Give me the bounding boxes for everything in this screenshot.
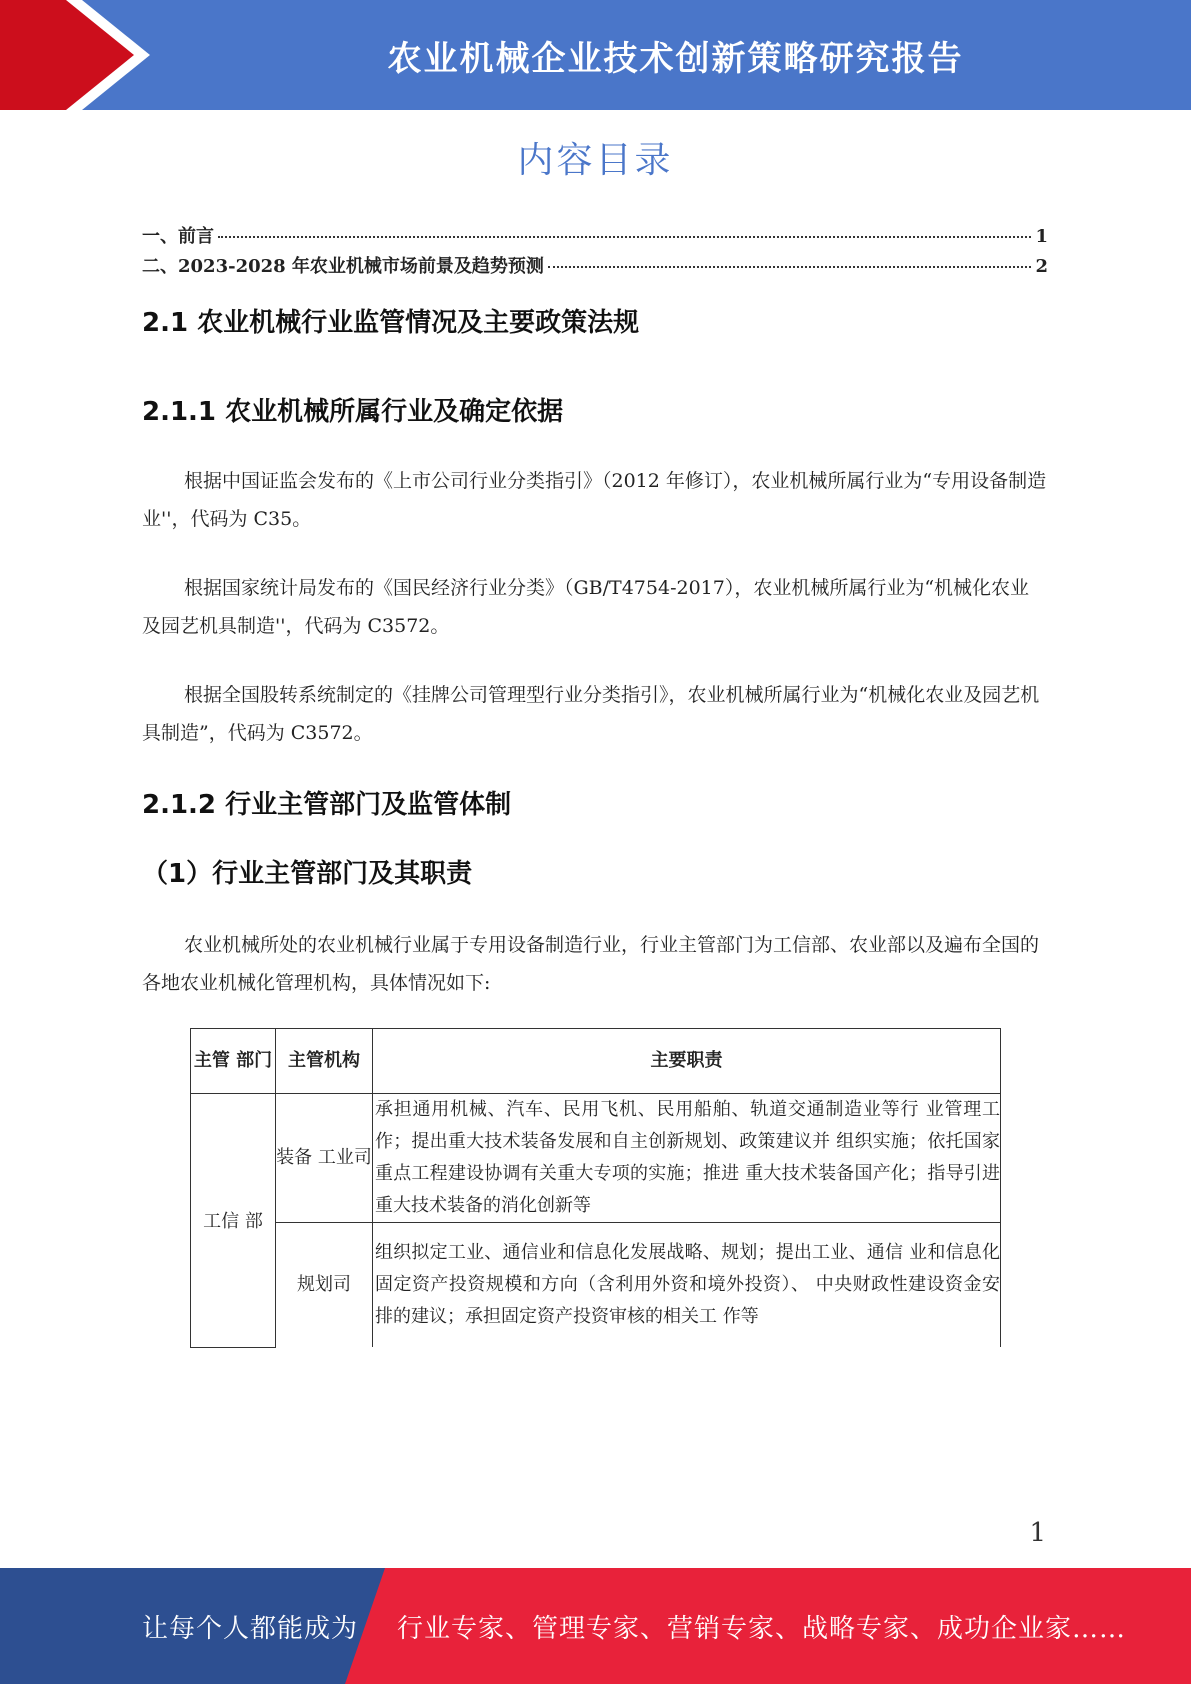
- toc-heading: 内容目录: [517, 140, 674, 181]
- section-heading-2-1: 2.1 农业机械行业监管情况及主要政策法规: [142, 308, 640, 338]
- toc-leader-dots: [548, 266, 1032, 268]
- red-chevron-decoration: [0, 0, 160, 110]
- paragraph-nbs: 根据国家统计局发布的《国民经济行业分类》（GB/T4754-2017），农业机械所属行业为“机械化农业及园艺机具制造''，代码为 C3572。: [142, 577, 1030, 637]
- toc-entry[interactable]: [142, 252, 1048, 282]
- table-cell-org: 规划司: [276, 1223, 373, 1348]
- table-header-dept: 主管 部门: [191, 1029, 276, 1094]
- toc-entry-page: 1: [1035, 226, 1048, 247]
- table-cell-duty: 组织拟定工业、通信业和信息化发展战略、规划；提出工业、通信 业和信息化固定资产投资规模和方向（含利用外资和境外投资）、 中央财政性建设资金安排的建议；承担固定资产投资审核的相关工 作等: [373, 1223, 1001, 1348]
- toc-leader-dots: [218, 236, 1031, 238]
- paragraph-neeq: 根据全国股转系统制定的《挂牌公司管理型行业分类指引》，农业机械所属行业为“机械化农业及园艺机具制造”，代码为 C3572。: [142, 684, 1040, 744]
- table-cell-department: 工信 部: [191, 1094, 276, 1348]
- section-heading-2-1-2: 2.1.2 行业主管部门及监管体制: [142, 790, 512, 820]
- paragraph-authorities: 农业机械所处的农业机械行业属于专用设备制造行业，行业主管部门为工信部、农业部以及遍布全国的各地农业机械化管理机构，具体情况如下:: [142, 934, 1040, 994]
- table-header-org: 主管机构: [276, 1029, 373, 1094]
- toc-entry[interactable]: [142, 222, 1048, 252]
- toc-entry-label: 一、前言: [142, 226, 214, 247]
- table-header-row: [191, 1029, 1001, 1094]
- footer-banner: [0, 1568, 1191, 1684]
- toc-entry-label: 二、2023-2028 年农业机械市场前景及趋势预测: [142, 256, 544, 277]
- table-row: [191, 1094, 1001, 1223]
- footer-slogan-left: 让每个人都能成为: [142, 1613, 359, 1644]
- toc-entry-page: 2: [1035, 256, 1048, 277]
- footer-slogan-right: 行业专家、管理专家、营销专家、战略专家、成功企业家……: [397, 1613, 1127, 1644]
- header-banner: [0, 0, 1191, 110]
- section-heading-1: （1）行业主管部门及其职责: [142, 859, 473, 889]
- page-number: 1: [1029, 1518, 1046, 1548]
- table-cell-org: 装备 工业司: [276, 1094, 373, 1223]
- table-cell-duty: 承担通用机械、汽车、民用飞机、民用船舶、轨道交通制造业等行 业管理工作；提出重大技术装备发展和自主创新规划、政策建议并 组织实施；依托国家重点工程建设协调有关重大专项的实施；推进 重大技术装备国产化；指导引进重大技术装备的消化创新等: [373, 1094, 1001, 1223]
- section-heading-2-1-1: 2.1.1 农业机械所属行业及确定依据: [142, 397, 564, 427]
- document-title: 农业机械企业技术创新策略研究报告: [387, 38, 964, 79]
- table-of-contents: [142, 222, 1048, 282]
- paragraph-csrc: 根据中国证监会发布的《上市公司行业分类指引》（2012 年修订），农业机械所属行业为“专用设备制造业''，代码为 C35。: [142, 470, 1047, 530]
- table-header-duty: 主要职责: [373, 1029, 1001, 1094]
- table-row: [191, 1223, 1001, 1348]
- authority-duty-table: [190, 1028, 1001, 1348]
